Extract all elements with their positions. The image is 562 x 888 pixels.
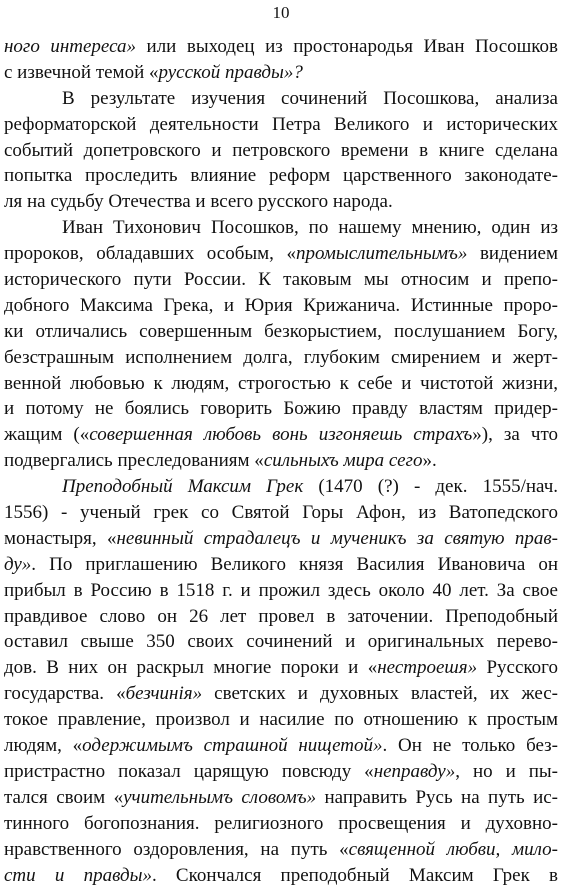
text-line: [4, 707, 558, 733]
text-run: тался своим «: [4, 787, 123, 808]
text-line: [4, 345, 558, 371]
text-line: [4, 629, 558, 655]
text-run: . По приглашению Великого князя Василия Ивановича он: [31, 554, 558, 575]
text-line: [4, 34, 558, 60]
italic-run: одержимымъ страшной нищетой»: [82, 735, 382, 756]
text-run: токое правление, произвол и насилие по отношению к простым: [4, 709, 558, 730]
text-line: [4, 60, 558, 86]
text-run: нравственного оздоровления, на путь «: [4, 839, 349, 860]
italic-run: безчинія»: [126, 683, 203, 704]
text-run: ки отличались совершенным безкорыстием, послушанием Богу,: [4, 321, 558, 342]
text-run: »), за что: [472, 424, 558, 445]
text-run: светских и духовных властей, их жес-: [202, 683, 558, 704]
text-run: оставил свыше 350 своих сочинений и оригинальных перево-: [4, 631, 558, 652]
text-run: событий допетровского и петровского времени в книге сделана: [4, 140, 558, 161]
text-line: [4, 267, 558, 293]
text-line: [4, 500, 558, 526]
text-run: Русского: [477, 657, 558, 678]
text-line: [4, 215, 558, 241]
text-run: реформаторской деятельности Петра Великого и исторических: [4, 114, 558, 135]
italic-run: промыслительнымъ»: [296, 243, 467, 264]
italic-run: ного интереса»: [4, 36, 136, 57]
text-run: правдивое слово он 26 лет провел в заточении. Преподобный: [4, 606, 558, 627]
text-line: [4, 604, 558, 630]
text-run: ля на судьбу Отечества и всего русского народа.: [4, 191, 393, 212]
text-run: и потому не боялись говорить Божию правду властям придер-: [4, 398, 558, 419]
text-line: [4, 733, 558, 759]
italic-run: нестроешя»: [377, 657, 477, 678]
page-number: 10: [0, 3, 562, 23]
text-run: тинного богопознания. религиозного просвещения и духовно-: [4, 813, 558, 834]
italic-run: ду»: [4, 554, 31, 575]
text-line: [4, 578, 558, 604]
text-run: исторического пути России. К таковым мы относим и препо-: [4, 269, 558, 290]
text-line: [4, 112, 558, 138]
text-run: попытка проследить влияние реформ царственного законодате-: [4, 165, 558, 186]
italic-run: сти и правды»: [4, 865, 152, 886]
text-run: подвергались преследованиям «: [4, 450, 264, 471]
text-run: . Он не только без-: [383, 735, 559, 756]
text-run: пристрастно показал царящую повсюду «: [4, 761, 374, 782]
text-run: , но и пы-: [455, 761, 558, 782]
text-run: венной любовью к людям, строгостью к себе и чистотой жизни,: [4, 373, 558, 394]
text-line: [4, 681, 558, 707]
text-run: (1470 (?) - дек. 1555/нач.: [303, 476, 558, 497]
text-line: [4, 837, 558, 863]
text-run: видением: [467, 243, 558, 264]
text-line: [4, 86, 558, 112]
text-line: [4, 552, 558, 578]
text-line: [4, 371, 558, 397]
text-line: [4, 319, 558, 345]
text-line: [4, 241, 558, 267]
text-line: [4, 811, 558, 837]
text-run: или выходец из простонародья Иван Посошков: [136, 36, 558, 57]
text-run: В результате изучения сочинений Посошкова, анализа: [62, 88, 558, 109]
text-run: монастыря, «: [4, 528, 117, 549]
text-line: [4, 785, 558, 811]
text-line: [4, 526, 558, 552]
italic-run: учительнымъ словомъ»: [123, 787, 316, 808]
italic-run: Преподобный Максим Грек: [62, 476, 303, 497]
italic-run: русской правды»?: [159, 62, 303, 83]
text-run: безстрашным исполнением долга, глубоким смирением и жерт-: [4, 347, 558, 368]
text-line: [4, 474, 558, 500]
text-run: дов. В них он раскрыл многие пороки и «: [4, 657, 377, 678]
text-line: [4, 189, 558, 215]
text-run: Иван Тихонович Посошков, по нашему мнению, один из: [62, 217, 558, 238]
text-line: [4, 163, 558, 189]
text-run: государства. «: [4, 683, 126, 704]
text-line: [4, 448, 558, 474]
text-line: [4, 655, 558, 681]
text-line: [4, 396, 558, 422]
text-run: . Скончался преподобный Максим Грек в: [152, 865, 558, 886]
text-line: [4, 863, 558, 888]
text-run: людям, «: [4, 735, 82, 756]
text-run: добного Максима Грека, и Юрия Крижанича. Истинные проро-: [4, 295, 558, 316]
italic-run: священной любви, мило-: [349, 839, 558, 860]
text-run: пророков, обладавших особым, «: [4, 243, 296, 264]
text-run: направить Русь на путь ис-: [316, 787, 558, 808]
text-line: [4, 138, 558, 164]
text-run: жащим («: [4, 424, 89, 445]
italic-run: неправду»: [374, 761, 456, 782]
text-line: [4, 293, 558, 319]
text-run: 1556) - ученый грек со Святой Горы Афон, из Ватопедского: [4, 502, 558, 523]
body-text: [4, 34, 558, 888]
text-run: прибыл в Россию в 1518 г. и прожил здесь около 40 лет. За свое: [4, 580, 558, 601]
text-run: с извечной темой «: [4, 62, 159, 83]
text-run: ».: [422, 450, 436, 471]
italic-run: невинный страдалецъ и мученикъ за святую прав-: [117, 528, 559, 549]
italic-run: сильныхъ мира сего: [264, 450, 423, 471]
italic-run: совершенная любовь вонь изгоняешь страхъ: [89, 424, 472, 445]
text-line: [4, 422, 558, 448]
text-line: [4, 759, 558, 785]
